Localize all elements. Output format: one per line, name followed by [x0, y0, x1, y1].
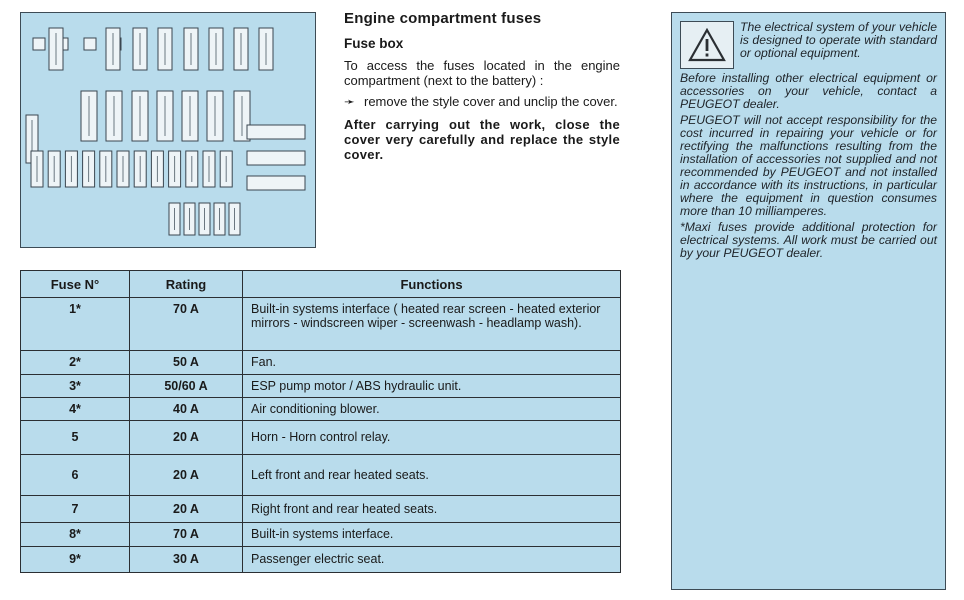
table-row [21, 522, 621, 546]
warning-row [680, 21, 937, 69]
fuse-number: 1* [21, 298, 130, 351]
fuse-rating: 40 A [130, 397, 243, 420]
fuse-table [20, 270, 621, 573]
header-rating: Rating [130, 271, 243, 298]
fuse-function: Built-in systems interface ( heated rear screen - heated exterior mirrors - windscreen wiper - screenwash - headlamp wash). [243, 298, 621, 351]
section-title: Engine compartment fuses [344, 10, 542, 27]
table-row [21, 374, 621, 397]
fuse-box-diagram [20, 12, 316, 248]
fuse-rating: 20 A [130, 455, 243, 496]
after-work-text: After carrying out the work, close the cover very carefully and replace the style cover. [344, 117, 620, 162]
fuse-number: 4* [21, 397, 130, 420]
fuse-rating: 50 A [130, 351, 243, 374]
fuse-number: 3* [21, 374, 130, 397]
header-fuse: Fuse N° [21, 271, 130, 298]
notice-box [671, 12, 946, 590]
step-arrow-icon: ➛ [344, 94, 355, 109]
fuse-box-illustration [21, 13, 317, 249]
instructions-column [344, 10, 620, 162]
table-row [21, 298, 621, 351]
fuse-function: Left front and rear heated seats. [243, 455, 621, 496]
section-subtitle: Fuse box [344, 36, 404, 51]
fuse-number: 2* [21, 351, 130, 374]
fuse-function: Horn - Horn control relay. [243, 420, 621, 454]
fuse-function: ESP pump motor / ABS hydraulic unit. [243, 374, 621, 397]
step-text: remove the style cover and unclip the cover. [364, 94, 618, 109]
fuse-function: Fan. [243, 351, 621, 374]
fuse-rating: 70 A [130, 298, 243, 351]
fuse-function: Air conditioning blower. [243, 397, 621, 420]
table-row [21, 546, 621, 572]
relay-block [247, 151, 305, 165]
fuse-rating: 70 A [130, 522, 243, 546]
relay-block [247, 125, 305, 139]
table-row [21, 420, 621, 454]
fuse-number: 6 [21, 455, 130, 496]
fuse-number: 9* [21, 546, 130, 572]
notice-paragraph-4: *Maxi fuses provide additional protection for electrical systems. All work must be carried out by your PEUGEOT dealer. [680, 220, 937, 260]
header-functions: Functions [243, 271, 621, 298]
fuse-function: Right front and rear heated seats. [243, 496, 621, 522]
fuse-rating: 30 A [130, 546, 243, 572]
intro-text: To access the fuses located in the engine compartment (next to the battery) : [344, 58, 620, 88]
warning-triangle-icon [680, 21, 734, 69]
table-header-row [21, 271, 621, 298]
notice-paragraph-3: PEUGEOT will not accept responsibility for the cost incurred in repairing your vehicle or for rectifying the malfunctions resulting from the installation of accessories not supplied and not recommended by PEUGEOT and not installed in accordance with its instructions, in particular where the equipment in question consumes more than 10 milliamperes. [680, 113, 937, 218]
notice-paragraph-1: The electrical system of your vehicle is designed to operate with standard or optional equipment. [740, 20, 937, 60]
fuse-holder [33, 38, 45, 50]
step-item [344, 94, 620, 109]
table-row [21, 496, 621, 522]
fuse-number: 5 [21, 420, 130, 454]
fuse-number: 7 [21, 496, 130, 522]
fuse-number: 8* [21, 522, 130, 546]
table-row [21, 351, 621, 374]
relay-block [247, 176, 305, 190]
table-row [21, 397, 621, 420]
fuse-function: Passenger electric seat. [243, 546, 621, 572]
fuse-holder [84, 38, 96, 50]
fuse-function: Built-in systems interface. [243, 522, 621, 546]
notice-paragraph-2: Before installing other electrical equipment or accessories on your vehicle, contact a PEUGEOT dealer. [680, 71, 937, 111]
fuse-rating: 20 A [130, 420, 243, 454]
fuse-rating: 20 A [130, 496, 243, 522]
table-row [21, 455, 621, 496]
fuse-rating: 50/60 A [130, 374, 243, 397]
